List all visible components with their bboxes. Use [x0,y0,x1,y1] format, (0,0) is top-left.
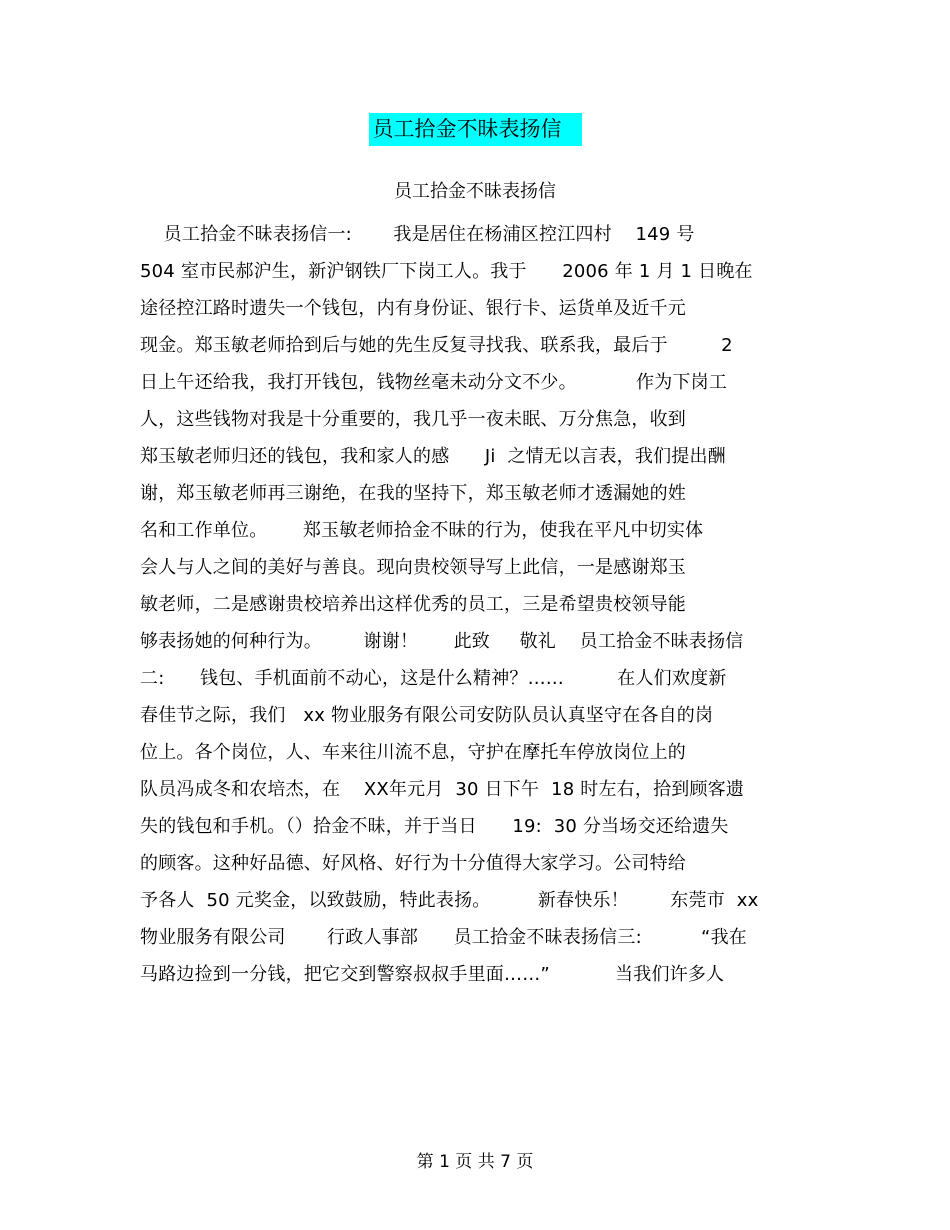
text-line: 队员冯成冬和农培杰，在 XX年元月 30 日下午 18 时左右，拾到顾客遗 [140,779,745,800]
text-line: 二: 钱包、手机面前不动心，这是什么精神？…… 在人们欢度新 [140,668,727,689]
text-line: 现金。郑玉敏老师拾到后与她的先生反复寻找我、联系我，最后于 2 [140,335,733,356]
text-line: 够表扬她的何种行为。 谢谢！ 此致 敬礼 员工拾金不昧表扬信 [140,631,744,652]
title-container [0,113,950,146]
text-line: 504 室市民郝沪生，新沪钢铁厂下岗工人。我于 2006 年 1 月 1 日晚在 [140,261,753,282]
text-line: 予各人 50 元奖金，以致鼓励，特此表扬。 新春快乐！ 东莞市 xx [140,890,759,911]
text-line: 名和工作单位。 郑玉敏老师拾金不昧的行为，使我在平凡中切实体 [140,520,704,541]
subtitle: 员工拾金不昧表扬信 [394,181,556,202]
text-line: 物业服务有限公司 行政人事部 员工拾金不昧表扬信三: “我在 [140,927,747,948]
text-line: 员工拾金不昧表扬信一: 我是居住在杨浦区控江四村 149 号 [140,224,695,245]
text-line: 谢，郑玉敏老师再三谢绝，在我的坚持下，郑玉敏老师才透漏她的姓 [140,483,686,504]
page-footer: 第 1 页 共 7 页 [416,1152,534,1172]
text-line: 会人与人之间的美好与善良。现向贵校领导写上此信，一是感谢郑玉 [140,557,686,578]
text-line: 途径控江路时遗失一个钱包，内有身份证、银行卡、运货单及近千元 [140,298,686,319]
text-line: 春佳节之际，我们 xx 物业服务有限公司安防队员认真坚守在各自的岗 [140,705,714,726]
body-text [140,218,800,995]
text-line: 敏老师，二是感谢贵校培养出这样优秀的员工，三是希望贵校领导能 [140,594,686,615]
text-line: 的顾客。这种好品德、好风格、好行为十分值得大家学习。公司特给 [140,853,686,874]
text-line: 郑玉敏老师归还的钱包，我和家人的感 Ji 之情无以言表，我们提出酬 [140,446,726,467]
text-line: 位上。各个岗位，人、车来往川流不息，守护在摩托车停放岗位上的 [140,742,686,763]
text-line: 日上午还给我，我打开钱包，钱物丝毫未动分文不少。 作为下岗工 [140,372,728,393]
highlighted-title: 员工拾金不昧表扬信 [369,113,582,146]
text-line: 马路边捡到一分钱，把它交到警察叔叔手里面……” 当我们许多人 [140,964,725,985]
text-line: 人，这些钱物对我是十分重要的，我几乎一夜未眠、万分焦急，收到 [140,409,686,430]
text-line: 失的钱包和手机。（）拾金不昧，并于当日 19: 30 分当场交还给遗失 [140,816,729,837]
